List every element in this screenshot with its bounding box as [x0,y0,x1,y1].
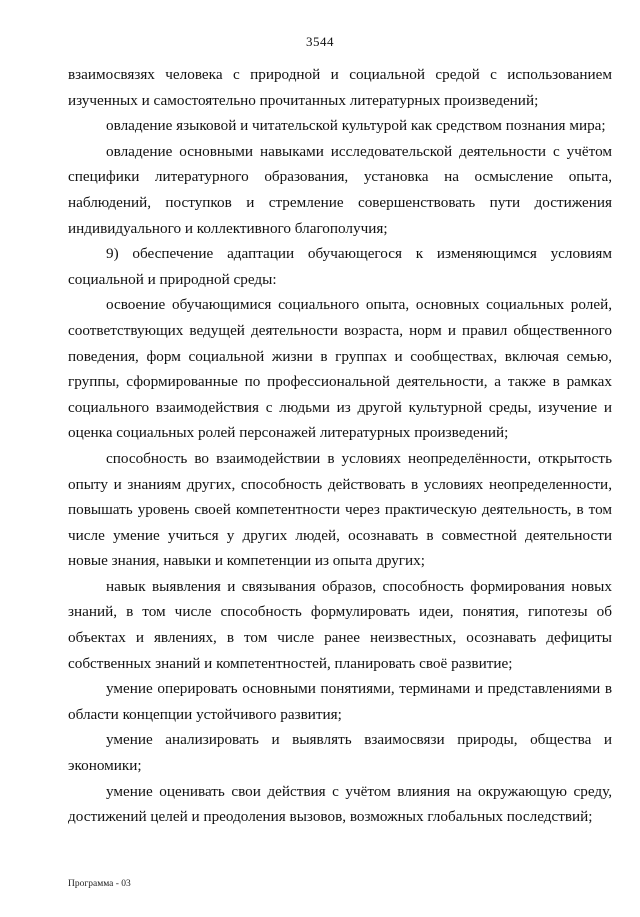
page-number: 3544 [306,34,334,49]
paragraph: овладение языковой и читательской культурой как средством познания мира; [106,117,606,135]
paragraph: освоение обучающимися социального опыта, основных социальных ролей, соответствующих ведущей деятельности возраста, норм и правил общественного поведения, форм социальной жизни в группах и сообществах, включая семью, группы, сформированные по профессиональной деятельности, а также в рамках социального взаимодействия с людьми из другой культурной среды, изучение и оценка социальных ролей персонажей литературных произведений; [68,296,612,442]
paragraph: овладение основными навыками исследовательской деятельности с учётом специфики литературного образования, установка на осмысление опыта, наблюдений, поступков и стремление совершенствовать пути достижения индивидуального и коллективного благополучия; [68,142,612,237]
paragraph: умение оперировать основными понятиями, терминами и представлениями в области концепции устойчивого развития; [68,680,612,723]
paragraph-numbered-item: 9) обеспечение адаптации обучающегося к изменяющимся условиям социальной и природной среды: [68,245,612,288]
footer-label: Программа - 03 [68,879,131,889]
paragraph: навык выявления и связывания образов, способность формирования новых знаний, в том числе способность формулировать идеи, понятия, гипотезы об объектах и явлениях, в том числе ранее неизвестных, осознавать дефициты собственных знаний и компетентностей, планировать своё развитие; [68,577,612,672]
document-body [68,62,612,830]
paragraph: умение анализировать и выявлять взаимосвязи природы, общества и экономики; [68,731,612,775]
paragraph-continuation: взаимосвязях человека с природной и социальной средой с использованием изученных и самостоятельно прочитанных литературных произведений; [68,66,612,109]
paragraph: способность во взаимодействии в условиях неопределённости, открытость опыту и знаниям других, способность действовать в условиях неопределенности, повышать уровень своей компетентности через практическую деятельность, в том числе умение учиться у других людей, осознавать в совместной деятельности новые знания, навыки и компетенции из опыта других; [68,449,612,570]
paragraph: умение оценивать свои действия с учётом влияния на окружающую среду, достижений целей и преодоления вызовов, возможных глобальных последствий; [68,782,612,826]
